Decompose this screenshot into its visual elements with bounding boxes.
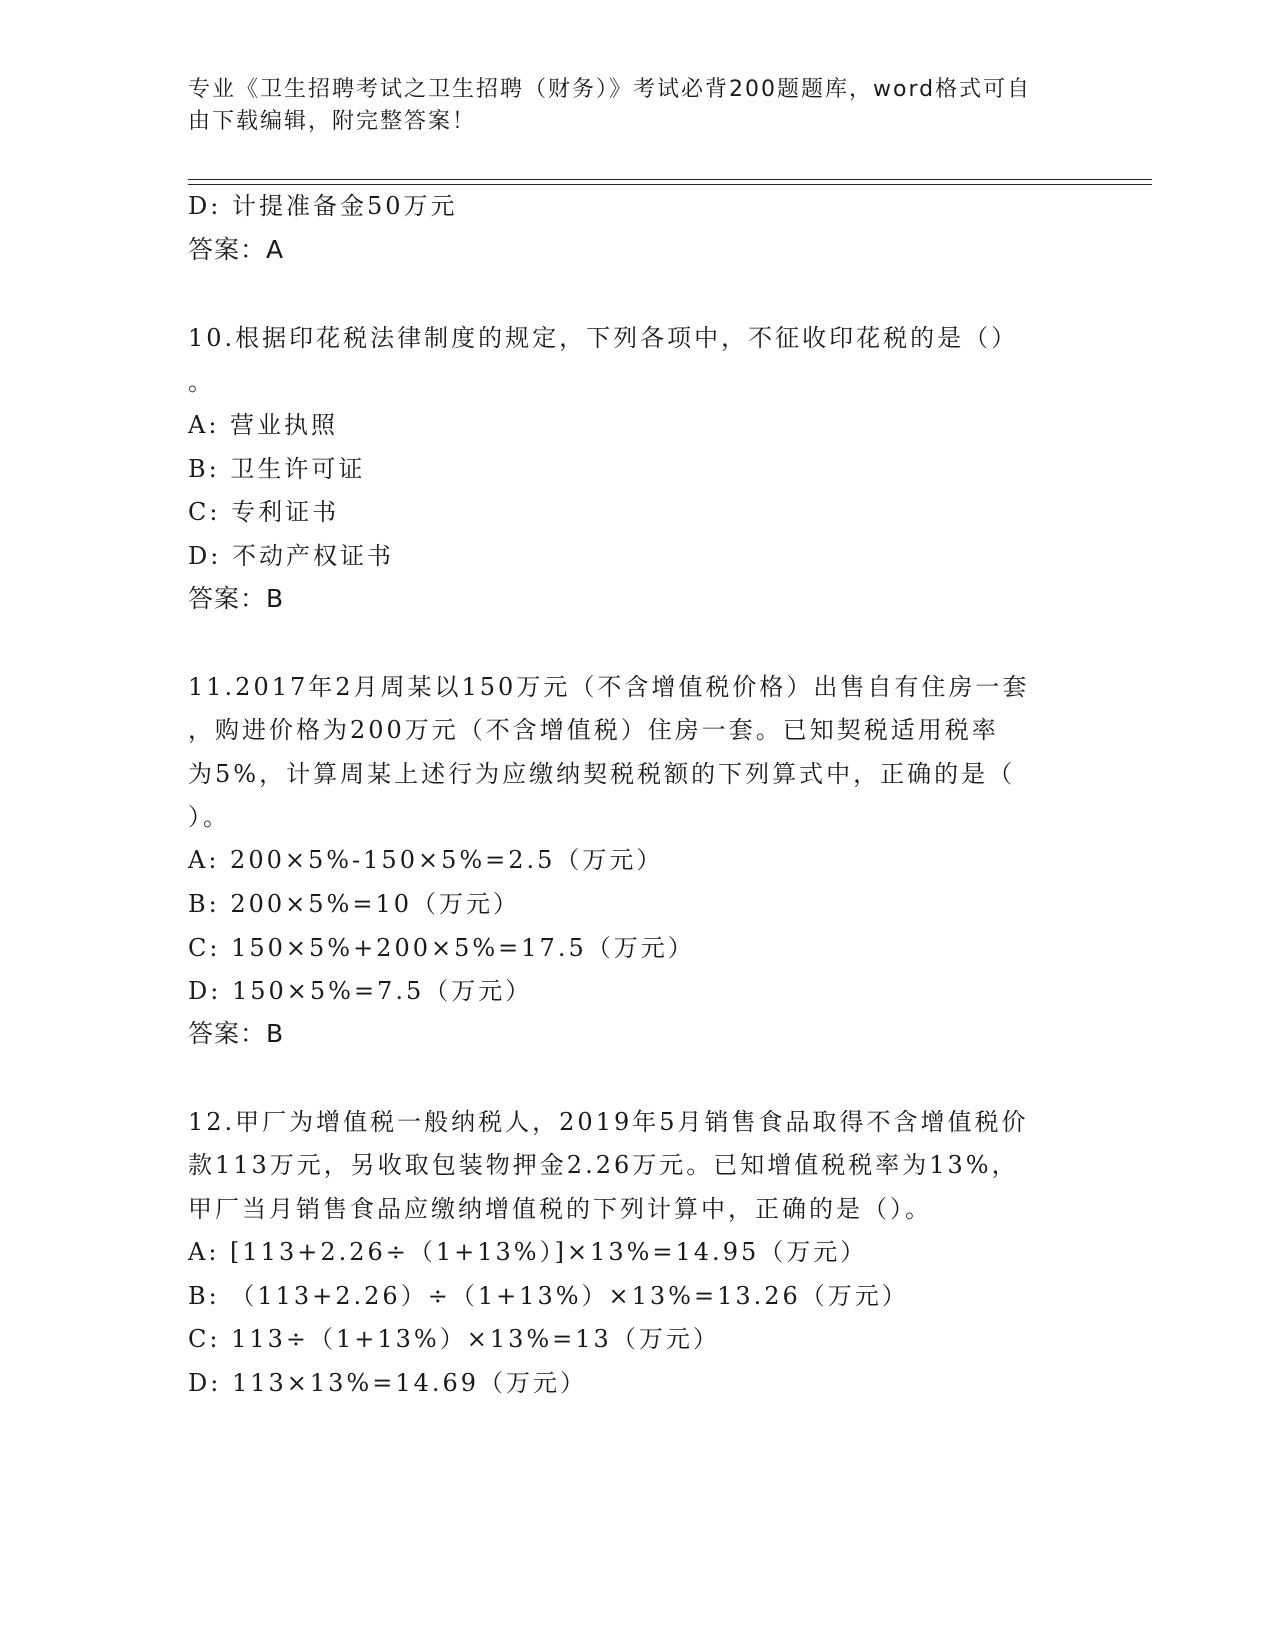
- q11-answer: 答案：B: [188, 1019, 285, 1048]
- prev-answer: 答案：A: [188, 235, 285, 264]
- q11-stem-line-1: 11.2017年2月周某以150万元（不含增值税价格）出售自有住房一套: [188, 673, 1030, 701]
- q11-option-a: A: 200×5%-150×5%=2.5（万元）: [188, 846, 664, 874]
- header-title-line-2: 由下载编辑，附完整答案！: [188, 109, 477, 134]
- q10-option-a: A: 营业执照: [188, 411, 339, 439]
- q12-stem-line-1: 12.甲厂为增值税一般纳税人，2019年5月销售食品取得不含增值税价: [188, 1108, 1029, 1136]
- q12-stem-line-2: 款113万元，另收取包装物押金2.26万元。已知增值税税率为13%，: [188, 1151, 1019, 1179]
- document-header: [188, 74, 1068, 138]
- q10-option-d: D: 不动产权证书: [188, 542, 394, 570]
- q12-option-b: B: （113+2.26）÷（1+13%）×13%=13.26（万元）: [188, 1282, 909, 1310]
- q12-option-d: D: 113×13%=14.69（万元）: [188, 1369, 588, 1397]
- q10-answer: 答案：B: [188, 584, 285, 613]
- q11-option-d: D: 150×5%=7.5（万元）: [188, 977, 533, 1005]
- q12-option-a: A: [113+2.26÷（1+13%）]×13%=14.95（万元）: [188, 1238, 868, 1266]
- q12-stem-line-3: 甲厂当月销售食品应缴纳增值税的下列计算中，正确的是（）。: [188, 1195, 932, 1223]
- header-rule-bottom: [188, 184, 1152, 185]
- q11-option-b: B: 200×5%=10（万元）: [188, 890, 520, 918]
- q11-option-c: C: 150×5%+200×5%=17.5（万元）: [188, 934, 695, 962]
- header-rule-top: [188, 179, 1152, 180]
- header-title-line-1: 专业《卫生招聘考试之卫生招聘（财务）》考试必背200题题库，word格式可自: [188, 77, 1032, 102]
- prev-option-d: D: 计提准备金50万元: [188, 192, 458, 220]
- q10-stem-line-1: 10.根据印花税法律制度的规定，下列各项中，不征收印花税的是（）: [188, 324, 1019, 352]
- q10-stem-line-2: 。: [188, 368, 215, 396]
- q10-option-b: B: 卫生许可证: [188, 455, 366, 483]
- q12-option-c: C: 113÷（1+13%）×13%=13（万元）: [188, 1325, 720, 1353]
- q10-option-c: C: 专利证书: [188, 498, 340, 526]
- q11-stem-line-2: ，购进价格为200万元（不含增值税）住房一套。已知契税适用税率: [188, 716, 999, 744]
- q11-stem-line-3: 为5%，计算周某上述行为应缴纳契税税额的下列算式中，正确的是（: [188, 760, 1016, 788]
- q11-stem-line-4: ）。: [188, 803, 230, 831]
